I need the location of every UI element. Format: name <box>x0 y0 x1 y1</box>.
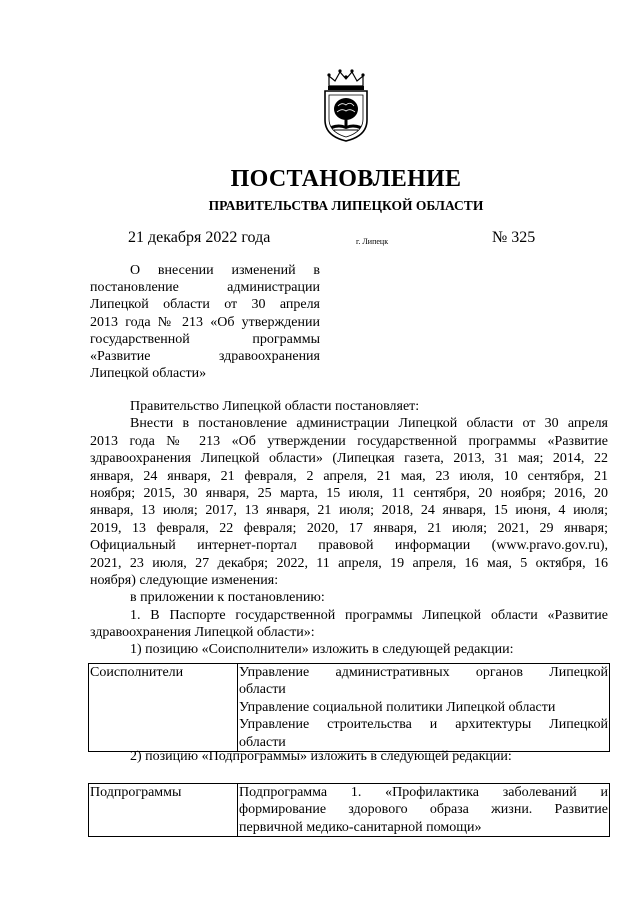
document-body <box>90 398 608 659</box>
body-line: 1) позицию «Соисполнители» изложить в следующей редакции: <box>130 642 514 658</box>
table-row <box>89 784 610 837</box>
body-line: Внести в постановление администрации Липецкой области от 30 апреля <box>130 416 608 432</box>
table-value-cell <box>238 784 610 837</box>
document-subject <box>90 262 320 382</box>
body-line: в приложении к постановлению: <box>130 590 325 606</box>
document-number: № 325 <box>492 229 536 246</box>
table-label-cell: Соисполнители <box>89 664 238 752</box>
body-line: Правительство Липецкой области постановляет: <box>130 399 420 414</box>
body-line: 2021, 23 июля, 27 декабря; 2022, 11 апреля, 19 апреля, 16 мая, 5 октября, 16 <box>90 555 608 571</box>
subject-line: Липецкой области» <box>90 366 207 382</box>
document-title: ПОСТАНОВЛЕНИЕ <box>230 166 462 192</box>
subprograms-table <box>88 783 610 837</box>
subject-line: государственной программы <box>90 331 320 347</box>
table-row <box>89 664 610 752</box>
body-line: января, 13 июля; 2017, 13 января, 21 июля; 2018, 24 января, 15 июня, 4 июля; <box>90 503 608 519</box>
table-value-cell <box>238 664 610 752</box>
body-line: ноября; 2015, 30 января, 25 марта, 15 июля, 11 сентября, 20 ноября; 2016, 20 <box>90 485 608 501</box>
table-value-line: Управление строительства и архитектуры Липецкой <box>239 717 608 733</box>
subject-line: Липецкой области от 30 апреля <box>90 297 320 313</box>
subject-line: «Развитие здравоохранения <box>90 348 320 364</box>
table-value-line: области <box>239 734 286 750</box>
lipetsk-region-coat-of-arms-icon <box>321 68 371 142</box>
subject-line: постановление администрации <box>90 280 320 296</box>
body-line: здравоохранения Липецкой области» (Липецкая газета, 2013, 31 мая; 2014, 22 <box>90 451 608 467</box>
document-subtitle: ПРАВИТЕЛЬСТВА ЛИПЕЦКОЙ ОБЛАСТИ <box>208 198 484 213</box>
body-line: здравоохранения Липецкой области»: <box>90 625 315 641</box>
body-line: 2013 года № 213 «Об утверждении государственной программы «Развитие <box>90 433 608 449</box>
subject-line: 2013 года № 213 «Об утверждении <box>90 314 320 330</box>
table-value-line: формирование здорового образа жизни. Развитие <box>239 802 608 818</box>
table-value-line: Управление административных органов Липецкой <box>239 665 608 680</box>
table-value-line: области <box>239 682 286 698</box>
co-executors-table <box>88 663 610 752</box>
table-value-line: первичной медико-санитарной помощи» <box>239 819 482 835</box>
body-line: 1. В Паспорте государственной программы Липецкой области «Развитие <box>130 607 608 623</box>
document-place: г. Липецк <box>356 237 389 246</box>
table-value-line: Подпрограмма 1. «Профилактика заболеваний и <box>239 785 608 800</box>
subprograms-intro: 2) позицию «Подпрограммы» изложить в следующей редакции: <box>130 749 512 764</box>
table-label-cell: Подпрограммы <box>89 784 238 837</box>
subject-line: О внесении изменений в <box>130 263 320 278</box>
document-date: 21 декабря 2022 года <box>128 229 271 246</box>
body-line: Официальный интернет-портал правовой информации (www.pravo.gov.ru), <box>90 538 608 554</box>
table-value-line: Управление социальной политики Липецкой области <box>239 699 556 715</box>
body-line: января, 24 января, 21 февраля, 2 апреля, 21 мая, 23 июля, 10 сентября, 21 <box>90 468 608 484</box>
body-line: 2019, 13 февраля, 22 февраля; 2020, 17 января, 21 июля; 2021, 29 января; <box>90 520 608 536</box>
body-line: ноября) следующие изменения: <box>90 572 279 588</box>
